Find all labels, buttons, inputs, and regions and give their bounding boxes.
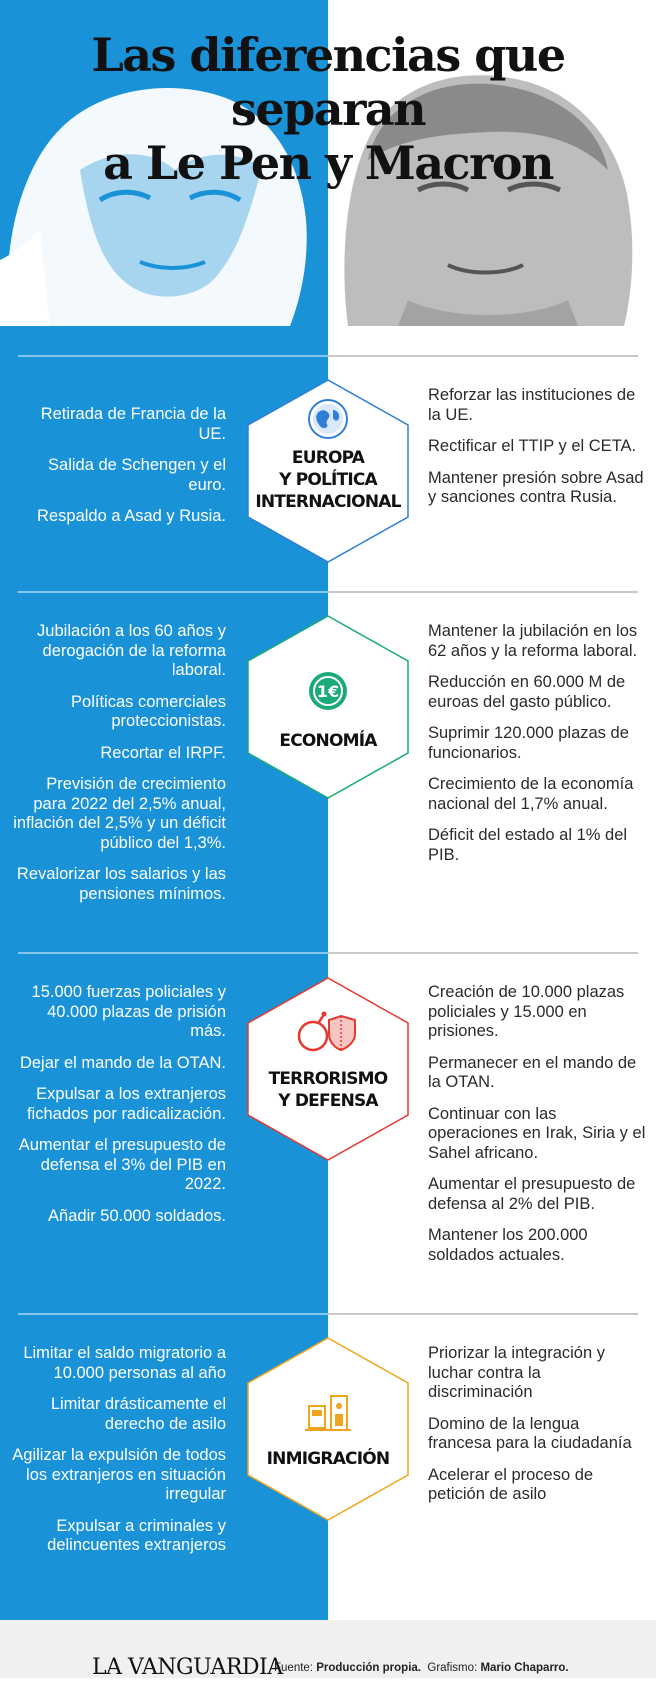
label-line: EUROPA: [291, 448, 365, 468]
macron-proposal: Aumentar el presupuesto de defensa al 2% del PIB.: [428, 1175, 636, 1213]
lepen-proposal: Aumentar el presupuesto de defensa el 3% del PIB en 2022.: [18, 1136, 226, 1193]
terrorismo-section-label: [245, 1068, 411, 1112]
section-divider: [18, 355, 638, 357]
la-vanguardia-logo: LA VANGUARDIA: [92, 1655, 283, 1680]
bomb-shield-icon: [289, 1006, 369, 1056]
lepen-proposal: Limitar el saldo migratorio a 10.000 personas al año: [23, 1344, 226, 1382]
label-line: INTERNACIONAL: [255, 492, 401, 512]
lepen-proposal: Limitar drásticamente el derecho de asilo: [50, 1395, 226, 1433]
macron-proposal: Rectificar el TTIP y el CETA.: [428, 437, 637, 455]
fuente-value: Producción propia.: [316, 1662, 421, 1674]
lepen-proposal: Salida de Schengen y el euro.: [48, 456, 226, 494]
border-control-icon: [303, 1386, 353, 1436]
label-line: INMIGRACIÓN: [266, 1449, 390, 1469]
lepen-proposal: Recortar el IRPF.: [100, 743, 226, 762]
label-line: Y DEFENSA: [278, 1091, 378, 1111]
lepen-proposal: 15.000 fuerzas policiales y 40.000 plazas de prisión más.: [31, 983, 226, 1040]
macron-proposal: Acelerar el proceso de petición de asilo: [428, 1465, 594, 1503]
macron-proposal: Reforzar las instituciones de la UE.: [428, 386, 636, 424]
lepen-proposal: Retirada de Francia de la UE.: [40, 405, 226, 443]
label-line: ECONOMÍA: [279, 731, 377, 751]
economia-section-label: [245, 730, 411, 752]
label-line: TERRORISMO: [268, 1069, 388, 1089]
svg-text:1€: 1€: [316, 682, 340, 701]
economia-macron-column: [428, 622, 646, 877]
macron-proposal: Suprimir 120.000 plazas de funcionarios.: [428, 724, 629, 762]
macron-proposal: Domino de la lengua francesa para la ciudadanía: [428, 1414, 632, 1452]
economia-lepen-column: [10, 622, 226, 916]
inmigracion-macron-column: [428, 1344, 646, 1517]
europa-lepen-column: [10, 405, 226, 539]
macron-proposal: Déficit del estado al 1% del PIB.: [428, 826, 628, 864]
section-divider: [18, 952, 638, 954]
lepen-proposal: Políticas comerciales proteccionistas.: [71, 692, 226, 730]
inmigracion-section-label: [245, 1448, 411, 1470]
title-line-2: a Le Pen y Macron: [103, 136, 553, 190]
lepen-proposal: Previsión de crecimiento para 2022 del 2,5% anual, inflación del 2,5% y un déficit público del 1,3%.: [13, 775, 226, 852]
macron-proposal: Continuar con las operaciones en Irak, Siria y el Sahel africano.: [428, 1104, 646, 1162]
euro-coin-icon: [303, 666, 353, 716]
macron-proposal: Mantener presión sobre Asad y sanciones contra Rusia.: [428, 468, 644, 506]
lepen-proposal: Expulsar a los extranjeros fichados por radicalización.: [26, 1085, 226, 1123]
globe-icon: [303, 394, 353, 444]
inmigracion-section-hexagon: [245, 1336, 411, 1522]
macron-proposal: Mantener la jubilación en los 62 años y la reforma laboral.: [428, 622, 638, 660]
section-divider: [18, 591, 638, 593]
europa-macron-column: [428, 386, 646, 520]
macron-proposal: Mantener los 200.000 soldados actuales.: [428, 1226, 588, 1264]
europa-section-hexagon: [245, 378, 411, 564]
lepen-proposal: Jubilación a los 60 años y derogación de la reforma laboral.: [37, 622, 226, 679]
lepen-proposal: Dejar el mando de la OTAN.: [19, 1053, 226, 1072]
lepen-proposal: Expulsar a criminales y delincuentes extranjeros: [47, 1516, 226, 1554]
label-line: Y POLÍTICA: [279, 470, 377, 490]
terrorismo-lepen-column: [10, 983, 226, 1238]
page-title: [0, 28, 656, 190]
grafismo-label: Grafismo:: [427, 1662, 478, 1674]
inmigracion-lepen-column: [10, 1344, 226, 1568]
lepen-proposal: Añadir 50.000 soldados.: [48, 1206, 226, 1225]
macron-proposal: Crecimiento de la economía nacional del 1,7% anual.: [428, 775, 634, 813]
macron-proposal: Priorizar la integración y luchar contra la discriminación: [428, 1344, 605, 1401]
section-divider: [18, 1313, 638, 1315]
europa-section-label: [245, 447, 411, 513]
lepen-proposal: Respaldo a Asad y Rusia.: [37, 507, 226, 525]
macron-proposal: Reducción en 60.000 M de euroas del gasto público.: [428, 673, 626, 711]
title-line-1: Las diferencias que separan: [91, 28, 565, 136]
fuente-label: Fuente:: [274, 1662, 313, 1674]
lepen-proposal: Agilizar la expulsión de todos los extranjeros en situación irregular: [12, 1446, 226, 1503]
macron-proposal: Creación de 10.000 plazas policiales y 15.000 en prisiones.: [428, 983, 625, 1040]
macron-proposal: Permanecer en el mando de la OTAN.: [428, 1053, 637, 1091]
economia-section-hexagon: [245, 614, 411, 800]
terrorismo-macron-column: [428, 983, 646, 1277]
credits: [274, 1660, 569, 1676]
lepen-proposal: Revalorizar los salarios y las pensiones mínimos.: [16, 865, 226, 903]
terrorismo-section-hexagon: [245, 976, 411, 1162]
grafismo-value: Mario Chaparro.: [480, 1662, 569, 1674]
